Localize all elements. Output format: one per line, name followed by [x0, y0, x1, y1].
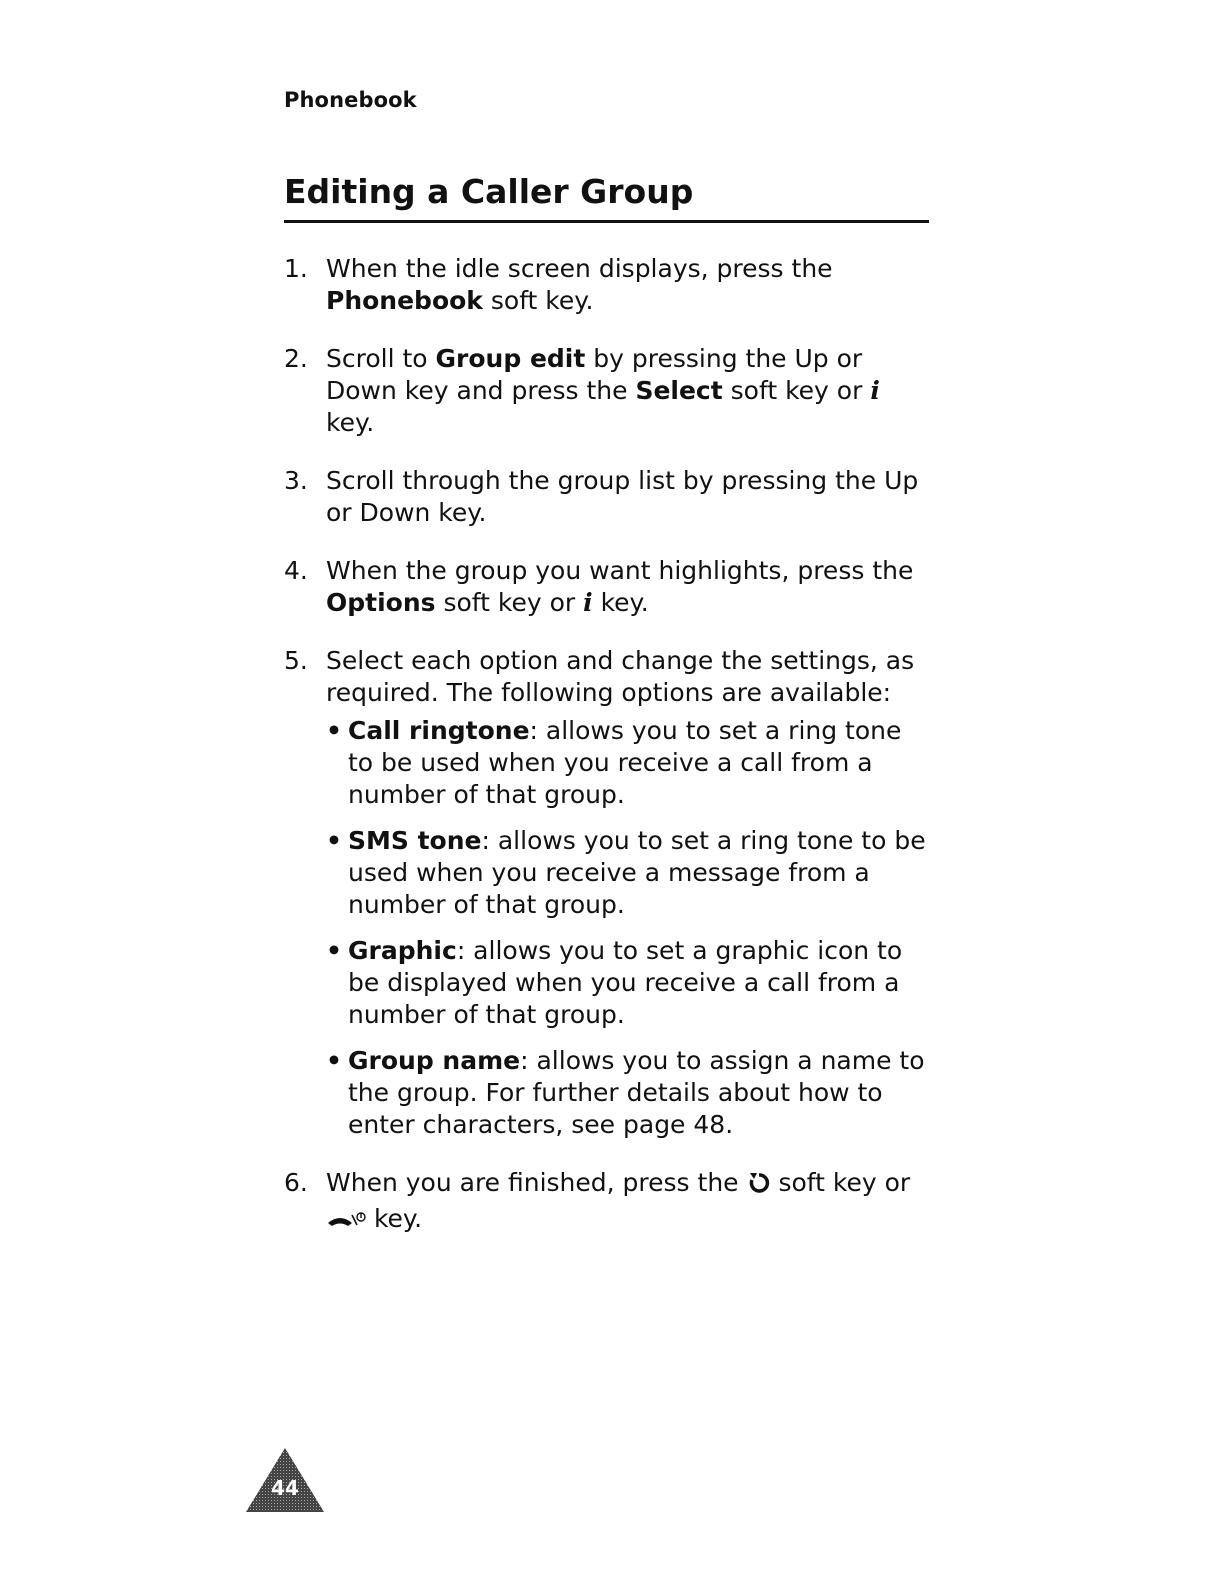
- menu-key-icon: i: [870, 376, 880, 405]
- option-name: Call ringtone: [348, 716, 530, 745]
- step-4: [284, 555, 934, 619]
- option-desc: : allows you to set a ring tone to be used when you receive a call from a number of that group.: [348, 716, 902, 809]
- title-rule: [284, 220, 929, 223]
- step-text: When the group you want highlights, press the: [326, 556, 914, 585]
- step-text: soft key or: [770, 1168, 911, 1197]
- back-arrow-icon: [747, 1169, 771, 1203]
- end-call-icon: [326, 1207, 366, 1239]
- option-name: Graphic: [348, 936, 457, 965]
- option-name: SMS tone: [348, 826, 482, 855]
- option-item: [326, 715, 934, 811]
- step-text: soft key or: [722, 376, 871, 405]
- options-list: [326, 715, 934, 1141]
- step-bold: Select: [635, 376, 723, 405]
- step-number: 3.: [284, 466, 308, 495]
- step-text: Select each option and change the settings, as required. The following options are available:: [326, 646, 915, 707]
- step-text: key.: [366, 1204, 423, 1233]
- option-name: Group name: [348, 1046, 521, 1075]
- step-number: 4.: [284, 556, 308, 585]
- option-item: [326, 935, 934, 1031]
- step-text: Scroll to: [326, 344, 436, 373]
- option-item: [326, 825, 934, 921]
- step-text: Scroll through the group list by pressing the Up or Down key.: [326, 466, 919, 527]
- step-text: key.: [326, 408, 375, 437]
- option-desc: : allows you to set a graphic icon to be displayed when you receive a call from a number of that group.: [348, 936, 903, 1029]
- step-number: 6.: [284, 1168, 308, 1197]
- step-text: soft key or: [435, 588, 584, 617]
- step-text: When the idle screen displays, press the: [326, 254, 833, 283]
- steps-list: [284, 253, 934, 1265]
- page-number-badge: [244, 1446, 326, 1514]
- step-text: key.: [592, 588, 649, 617]
- step-1: [284, 253, 934, 317]
- step-number: 5.: [284, 646, 308, 675]
- step-bold: Options: [326, 588, 436, 617]
- step-text: by pressing the Up or Down key and press the: [326, 344, 863, 405]
- step-text: soft key.: [482, 286, 594, 315]
- page-number: 44: [271, 1476, 299, 1500]
- page-title: Editing a Caller Group: [284, 172, 694, 211]
- option-item: [326, 1045, 934, 1141]
- option-desc: : allows you to set a ring tone to be used when you receive a message from a number of that group.: [348, 826, 926, 919]
- step-bold: Phonebook: [326, 286, 483, 315]
- step-6: [284, 1167, 934, 1239]
- step-3: [284, 465, 934, 529]
- step-number: 2.: [284, 344, 308, 373]
- step-text: When you are finished, press the: [326, 1168, 747, 1197]
- step-bold: Group edit: [435, 344, 586, 373]
- step-number: 1.: [284, 254, 308, 283]
- menu-key-icon: i: [583, 588, 593, 617]
- step-5: [284, 645, 934, 1141]
- option-desc: : allows you to assign a name to the group. For further details about how to enter characters, see page 48.: [348, 1046, 925, 1139]
- section-header: Phonebook: [284, 88, 417, 112]
- step-2: [284, 343, 934, 439]
